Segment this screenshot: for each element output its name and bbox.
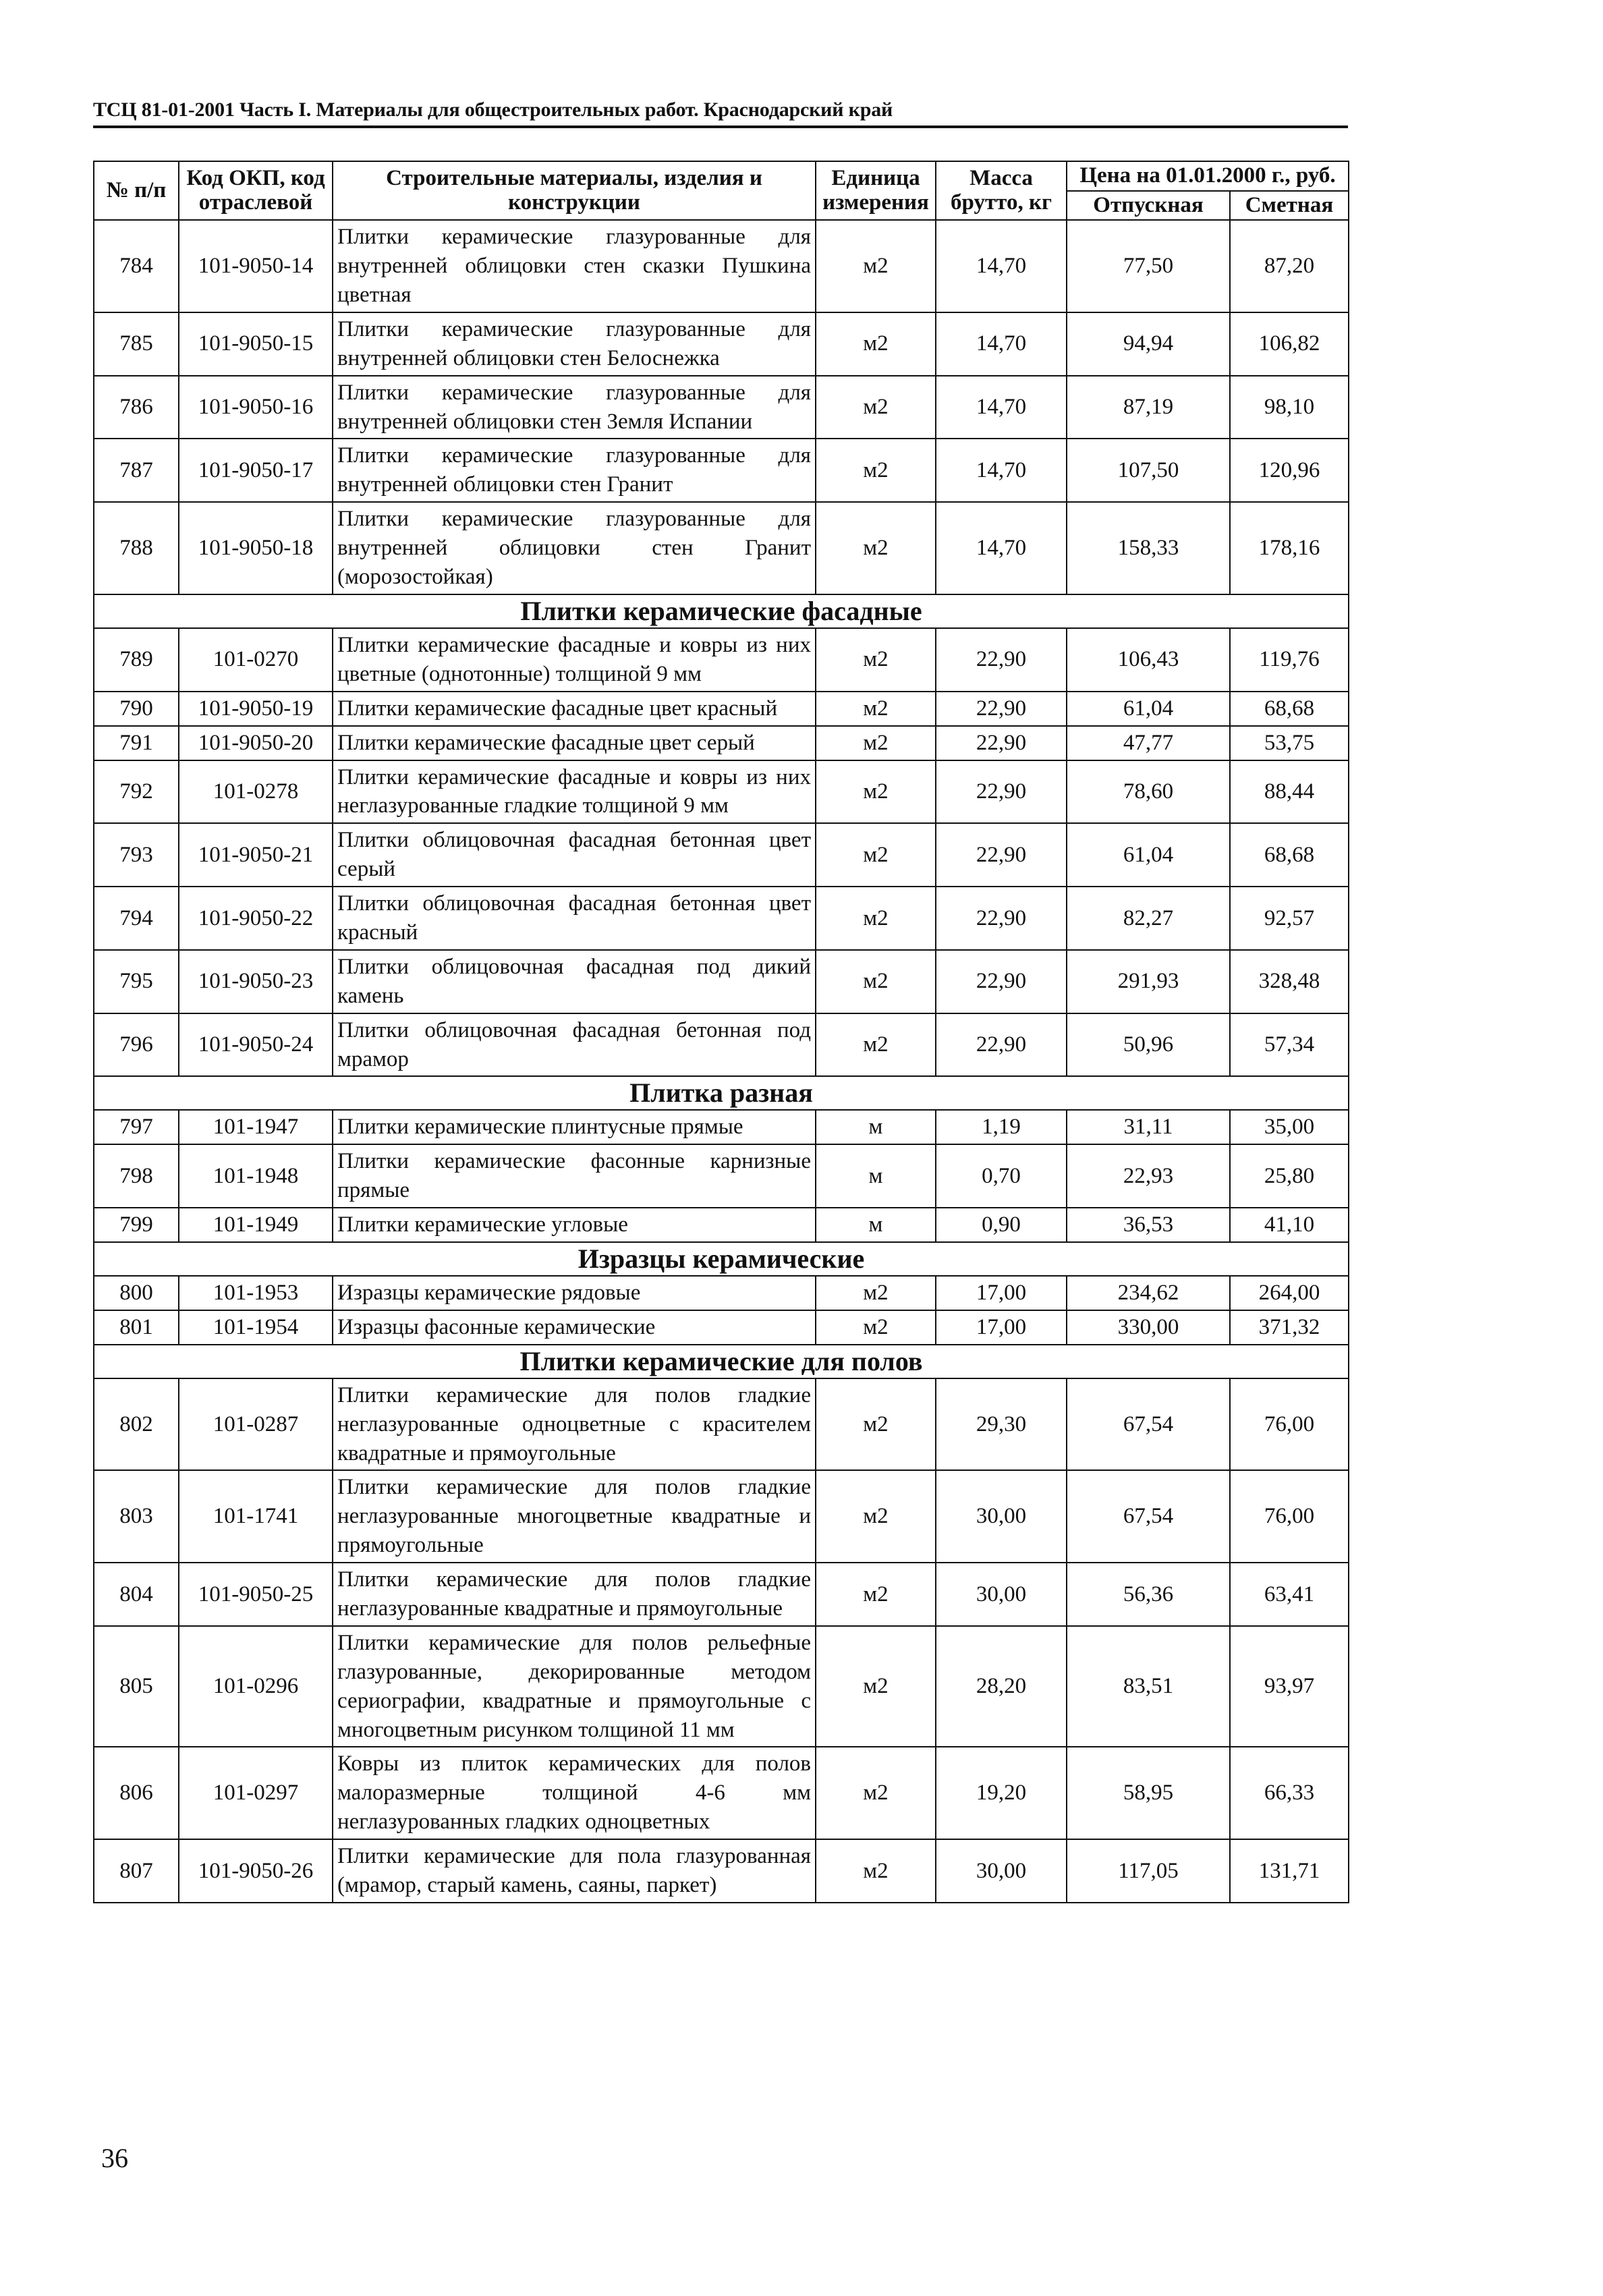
table-row [94, 312, 1349, 376]
material-name-cell: Плитки облицовочная фасадная бетонная цвет красный [333, 887, 816, 950]
mass-gross-cell: 28,20 [936, 1626, 1067, 1747]
okp-code-cell: 101-9050-24 [179, 1013, 333, 1077]
mass-gross-cell: 30,00 [936, 1563, 1067, 1626]
okp-code-cell: 101-0297 [179, 1747, 333, 1839]
okp-code-cell: 101-1948 [179, 1144, 333, 1208]
material-name-cell: Плитки керамические глазурованные для внутренней облицовки стен Белоснежка [333, 312, 816, 376]
mass-gross-cell: 17,00 [936, 1276, 1067, 1310]
material-name-cell: Плитки керамические глазурованные для внутренней облицовки стен сказки Пушкина цветная [333, 220, 816, 312]
release-price-cell: 234,62 [1067, 1276, 1230, 1310]
col-header-okp: Код ОКП, код отраслевой [179, 161, 333, 220]
unit-cell: м [816, 1110, 936, 1144]
mass-gross-cell: 22,90 [936, 1013, 1067, 1077]
release-price-cell: 107,50 [1067, 439, 1230, 502]
material-name-cell: Плитки керамические для полов гладкие неглазурованные квадратные и прямоугольные [333, 1563, 816, 1626]
release-price-cell: 36,53 [1067, 1208, 1230, 1242]
table-row [94, 950, 1349, 1013]
release-price-cell: 106,43 [1067, 628, 1230, 692]
okp-code-cell: 101-9050-18 [179, 502, 333, 594]
price-table [93, 161, 1349, 1903]
okp-code-cell: 101-9050-25 [179, 1563, 333, 1626]
material-name-cell: Изразцы керамические рядовые [333, 1276, 816, 1310]
material-name-cell: Изразцы фасонные керамические [333, 1310, 816, 1345]
unit-cell: м2 [816, 312, 936, 376]
unit-cell: м2 [816, 887, 936, 950]
release-price-cell: 94,94 [1067, 312, 1230, 376]
release-price-cell: 82,27 [1067, 887, 1230, 950]
section-row [94, 594, 1349, 628]
unit-cell: м2 [816, 1839, 936, 1903]
table-row [94, 1013, 1349, 1077]
release-price-cell: 158,33 [1067, 502, 1230, 594]
table-row [94, 1276, 1349, 1310]
section-title: Плитки керамические фасадные [94, 594, 1349, 628]
unit-cell: м2 [816, 1378, 936, 1471]
release-price-cell: 31,11 [1067, 1110, 1230, 1144]
mass-gross-cell: 29,30 [936, 1378, 1067, 1471]
section-title: Плитки керамические для полов [94, 1345, 1349, 1378]
release-price-cell: 330,00 [1067, 1310, 1230, 1345]
material-name-cell: Плитки керамические фасадные цвет красный [333, 692, 816, 726]
col-header-name: Строительные материалы, изделия и конструкции [333, 161, 816, 220]
material-name-cell: Плитки облицовочная фасадная под дикий камень [333, 950, 816, 1013]
estimate-price-cell: 98,10 [1230, 376, 1349, 439]
material-name-cell: Плитки керамические фасадные и ковры из них неглазурованные гладкие толщиной 9 мм [333, 760, 816, 824]
col-header-mass: Масса брутто, кг [936, 161, 1067, 220]
unit-cell: м [816, 1144, 936, 1208]
table-header [94, 161, 1349, 220]
section-title: Плитка разная [94, 1076, 1349, 1110]
col-header-release-price: Отпускная [1067, 191, 1230, 221]
table-row [94, 628, 1349, 692]
release-price-cell: 77,50 [1067, 220, 1230, 312]
table-row [94, 760, 1349, 824]
release-price-cell: 67,54 [1067, 1470, 1230, 1563]
okp-code-cell: 101-0287 [179, 1378, 333, 1471]
table-row [94, 823, 1349, 887]
row-number-cell: 798 [94, 1144, 179, 1208]
table-row [94, 376, 1349, 439]
row-number-cell: 791 [94, 726, 179, 760]
mass-gross-cell: 14,70 [936, 502, 1067, 594]
table-row [94, 692, 1349, 726]
estimate-price-cell: 106,82 [1230, 312, 1349, 376]
estimate-price-cell: 88,44 [1230, 760, 1349, 824]
unit-cell: м2 [816, 726, 936, 760]
table-row [94, 220, 1349, 312]
table-row [94, 1747, 1349, 1839]
material-name-cell: Плитки керамические глазурованные для внутренней облицовки стен Гранит (морозостойкая) [333, 502, 816, 594]
estimate-price-cell: 264,00 [1230, 1276, 1349, 1310]
material-name-cell: Плитки керамические фасонные карнизные прямые [333, 1144, 816, 1208]
estimate-price-cell: 25,80 [1230, 1144, 1349, 1208]
row-number-cell: 807 [94, 1839, 179, 1903]
row-number-cell: 805 [94, 1626, 179, 1747]
okp-code-cell: 101-9050-21 [179, 823, 333, 887]
row-number-cell: 803 [94, 1470, 179, 1563]
table-row [94, 1563, 1349, 1626]
mass-gross-cell: 19,20 [936, 1747, 1067, 1839]
unit-cell: м2 [816, 1470, 936, 1563]
unit-cell: м2 [816, 760, 936, 824]
mass-gross-cell: 0,70 [936, 1144, 1067, 1208]
okp-code-cell: 101-0278 [179, 760, 333, 824]
table-body [94, 220, 1349, 1903]
row-number-cell: 792 [94, 760, 179, 824]
release-price-cell: 61,04 [1067, 823, 1230, 887]
col-header-unit: Единица измерения [816, 161, 936, 220]
row-number-cell: 795 [94, 950, 179, 1013]
estimate-price-cell: 68,68 [1230, 823, 1349, 887]
release-price-cell: 117,05 [1067, 1839, 1230, 1903]
table-row [94, 1378, 1349, 1471]
okp-code-cell: 101-1953 [179, 1276, 333, 1310]
table-row [94, 1839, 1349, 1903]
row-number-cell: 804 [94, 1563, 179, 1626]
row-number-cell: 794 [94, 887, 179, 950]
table-row [94, 1626, 1349, 1747]
mass-gross-cell: 22,90 [936, 726, 1067, 760]
release-price-cell: 56,36 [1067, 1563, 1230, 1626]
okp-code-cell: 101-9050-17 [179, 439, 333, 502]
material-name-cell: Плитки керамические для пола глазурованная (мрамор, старый камень, саяны, паркет) [333, 1839, 816, 1903]
release-price-cell: 22,93 [1067, 1144, 1230, 1208]
unit-cell: м2 [816, 823, 936, 887]
row-number-cell: 800 [94, 1276, 179, 1310]
row-number-cell: 799 [94, 1208, 179, 1242]
table-row [94, 887, 1349, 950]
material-name-cell: Плитки керамические для полов гладкие неглазурованные многоцветные квадратные и прямоугольные [333, 1470, 816, 1563]
table-row [94, 1208, 1349, 1242]
row-number-cell: 790 [94, 692, 179, 726]
release-price-cell: 291,93 [1067, 950, 1230, 1013]
mass-gross-cell: 17,00 [936, 1310, 1067, 1345]
section-row [94, 1076, 1349, 1110]
unit-cell: м2 [816, 439, 936, 502]
okp-code-cell: 101-1947 [179, 1110, 333, 1144]
material-name-cell: Плитки керамические фасадные цвет серый [333, 726, 816, 760]
table-row [94, 1110, 1349, 1144]
okp-code-cell: 101-9050-20 [179, 726, 333, 760]
table-row [94, 1470, 1349, 1563]
okp-code-cell: 101-1954 [179, 1310, 333, 1345]
row-number-cell: 796 [94, 1013, 179, 1077]
row-number-cell: 786 [94, 376, 179, 439]
material-name-cell: Плитки облицовочная фасадная бетонная под мрамор [333, 1013, 816, 1077]
unit-cell: м2 [816, 1747, 936, 1839]
material-name-cell: Плитки керамические фасадные и ковры из них цветные (однотонные) толщиной 9 мм [333, 628, 816, 692]
mass-gross-cell: 30,00 [936, 1470, 1067, 1563]
row-number-cell: 787 [94, 439, 179, 502]
mass-gross-cell: 1,19 [936, 1110, 1067, 1144]
mass-gross-cell: 22,90 [936, 950, 1067, 1013]
row-number-cell: 788 [94, 502, 179, 594]
estimate-price-cell: 93,97 [1230, 1626, 1349, 1747]
unit-cell: м2 [816, 1013, 936, 1077]
col-header-price-group: Цена на 01.01.2000 г., руб. [1067, 161, 1349, 191]
release-price-cell: 58,95 [1067, 1747, 1230, 1839]
release-price-cell: 78,60 [1067, 760, 1230, 824]
okp-code-cell: 101-0296 [179, 1626, 333, 1747]
okp-code-cell: 101-9050-14 [179, 220, 333, 312]
unit-cell: м2 [816, 1310, 936, 1345]
release-price-cell: 87,19 [1067, 376, 1230, 439]
estimate-price-cell: 35,00 [1230, 1110, 1349, 1144]
estimate-price-cell: 178,16 [1230, 502, 1349, 594]
unit-cell: м2 [816, 692, 936, 726]
unit-cell: м2 [816, 628, 936, 692]
material-name-cell: Плитки керамические угловые [333, 1208, 816, 1242]
estimate-price-cell: 120,96 [1230, 439, 1349, 502]
page-number: 36 [101, 2143, 128, 2173]
col-header-num: № п/п [94, 161, 179, 220]
mass-gross-cell: 14,70 [936, 376, 1067, 439]
row-number-cell: 806 [94, 1747, 179, 1839]
mass-gross-cell: 22,90 [936, 692, 1067, 726]
section-row [94, 1345, 1349, 1378]
estimate-price-cell: 68,68 [1230, 692, 1349, 726]
release-price-cell: 47,77 [1067, 726, 1230, 760]
unit-cell: м2 [816, 1626, 936, 1747]
mass-gross-cell: 22,90 [936, 823, 1067, 887]
okp-code-cell: 101-1741 [179, 1470, 333, 1563]
material-name-cell: Плитки керамические плинтусные прямые [333, 1110, 816, 1144]
unit-cell: м2 [816, 376, 936, 439]
mass-gross-cell: 14,70 [936, 312, 1067, 376]
row-number-cell: 784 [94, 220, 179, 312]
material-name-cell: Плитки керамические для полов гладкие неглазурованные одноцветные с красителем квадратные и прямоугольные [333, 1378, 816, 1471]
unit-cell: м2 [816, 950, 936, 1013]
estimate-price-cell: 92,57 [1230, 887, 1349, 950]
section-row [94, 1242, 1349, 1276]
estimate-price-cell: 66,33 [1230, 1747, 1349, 1839]
col-header-estimate-price: Сметная [1230, 191, 1349, 221]
material-name-cell: Плитки облицовочная фасадная бетонная цвет серый [333, 823, 816, 887]
table-row [94, 1310, 1349, 1345]
okp-code-cell: 101-9050-26 [179, 1839, 333, 1903]
estimate-price-cell: 53,75 [1230, 726, 1349, 760]
mass-gross-cell: 22,90 [936, 887, 1067, 950]
okp-code-cell: 101-9050-16 [179, 376, 333, 439]
table-row [94, 1144, 1349, 1208]
row-number-cell: 789 [94, 628, 179, 692]
row-number-cell: 801 [94, 1310, 179, 1345]
mass-gross-cell: 0,90 [936, 1208, 1067, 1242]
row-number-cell: 802 [94, 1378, 179, 1471]
row-number-cell: 785 [94, 312, 179, 376]
release-price-cell: 50,96 [1067, 1013, 1230, 1077]
release-price-cell: 83,51 [1067, 1626, 1230, 1747]
material-name-cell: Плитки керамические глазурованные для внутренней облицовки стен Гранит [333, 439, 816, 502]
mass-gross-cell: 14,70 [936, 439, 1067, 502]
okp-code-cell: 101-9050-19 [179, 692, 333, 726]
table-row [94, 726, 1349, 760]
unit-cell: м2 [816, 220, 936, 312]
row-number-cell: 797 [94, 1110, 179, 1144]
estimate-price-cell: 76,00 [1230, 1378, 1349, 1471]
unit-cell: м2 [816, 502, 936, 594]
okp-code-cell: 101-1949 [179, 1208, 333, 1242]
estimate-price-cell: 63,41 [1230, 1563, 1349, 1626]
row-number-cell: 793 [94, 823, 179, 887]
material-name-cell: Плитки керамические глазурованные для внутренней облицовки стен Земля Испании [333, 376, 816, 439]
table-row [94, 502, 1349, 594]
material-name-cell: Ковры из плиток керамических для полов малоразмерные толщиной 4-6 мм неглазурованных гладких одноцветных [333, 1747, 816, 1839]
okp-code-cell: 101-9050-22 [179, 887, 333, 950]
estimate-price-cell: 131,71 [1230, 1839, 1349, 1903]
estimate-price-cell: 328,48 [1230, 950, 1349, 1013]
release-price-cell: 67,54 [1067, 1378, 1230, 1471]
estimate-price-cell: 87,20 [1230, 220, 1349, 312]
unit-cell: м2 [816, 1563, 936, 1626]
okp-code-cell: 101-0270 [179, 628, 333, 692]
okp-code-cell: 101-9050-23 [179, 950, 333, 1013]
estimate-price-cell: 41,10 [1230, 1208, 1349, 1242]
material-name-cell: Плитки керамические для полов рельефные глазурованные, декорированные методом сериографии, квадратные и прямоугольные с многоцветным рисунком толщиной 11 мм [333, 1626, 816, 1747]
mass-gross-cell: 30,00 [936, 1839, 1067, 1903]
unit-cell: м [816, 1208, 936, 1242]
table-row [94, 439, 1349, 502]
estimate-price-cell: 57,34 [1230, 1013, 1349, 1077]
okp-code-cell: 101-9050-15 [179, 312, 333, 376]
section-title: Изразцы керамические [94, 1242, 1349, 1276]
mass-gross-cell: 22,90 [936, 760, 1067, 824]
estimate-price-cell: 371,32 [1230, 1310, 1349, 1345]
unit-cell: м2 [816, 1276, 936, 1310]
page-header: ТСЦ 81-01-2001 Часть I. Материалы для общестроительных работ. Краснодарский край [93, 99, 1348, 128]
release-price-cell: 61,04 [1067, 692, 1230, 726]
mass-gross-cell: 22,90 [936, 628, 1067, 692]
estimate-price-cell: 76,00 [1230, 1470, 1349, 1563]
estimate-price-cell: 119,76 [1230, 628, 1349, 692]
mass-gross-cell: 14,70 [936, 220, 1067, 312]
